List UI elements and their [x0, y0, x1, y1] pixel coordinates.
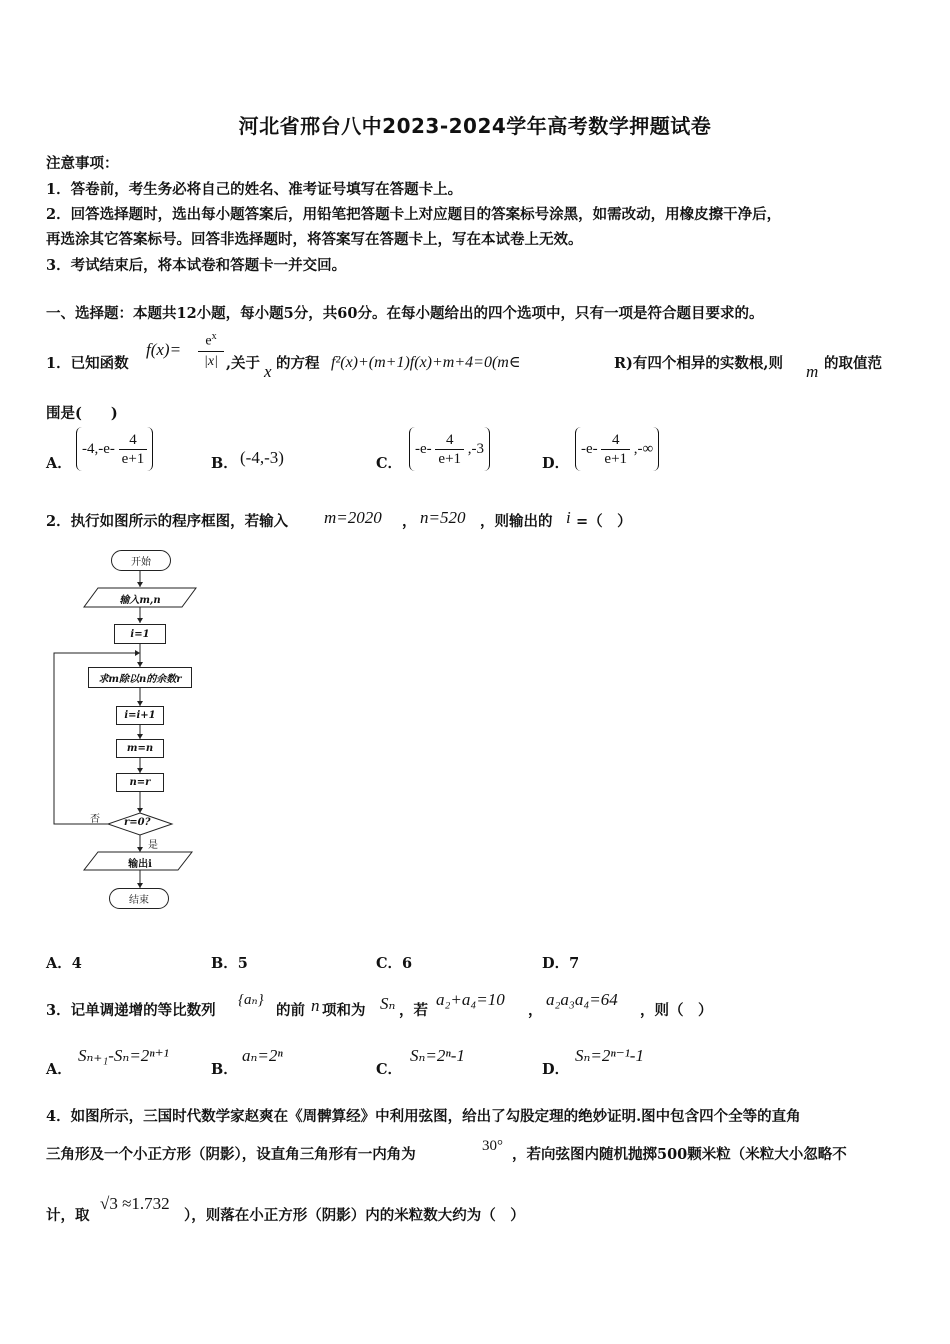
flow-no-label: 否	[90, 814, 100, 825]
q2-end: =（ ）	[576, 513, 632, 530]
q1-option-d-label: D．	[542, 455, 570, 472]
q1-guanyu: ,关于	[226, 355, 261, 372]
q3-Sn: Sₙ	[380, 994, 396, 1013]
q3-option-c-text: Sₙ=2ⁿ-1	[410, 1046, 465, 1065]
q2-option-a-text: 4	[71, 955, 82, 972]
q3-option-a-text: Sₙ₊₁-Sₙ=2ⁿ⁺¹	[78, 1046, 169, 1065]
q3-t2: 项和为	[322, 1002, 366, 1019]
q1-line2: 围是( )	[46, 405, 118, 422]
flow-start: 开始	[111, 550, 171, 571]
q1-option-c-label: C．	[376, 455, 403, 472]
q1-option-d-den: e+1	[604, 451, 628, 468]
q4-line1: 4．如图所示，三国时代数学家赵爽在《周髀算经》中利用弦图，给出了勾股定理的绝妙证明.图中包含四个全等的直角	[46, 1108, 801, 1125]
q2-sep: ，	[402, 513, 417, 530]
q3-option-c-label: C．	[376, 1061, 403, 1078]
q2-option-d-label: D．	[542, 955, 570, 972]
note-3: 3．考试结束后，将本试卷和答题卡一并交回。	[46, 257, 347, 274]
flow-init: i=1	[114, 624, 166, 644]
q1-option-a-num: 4	[119, 431, 148, 450]
q1-option-d-post: ,-∞	[633, 441, 654, 457]
flow-condition: r=0?	[124, 817, 151, 828]
flow-m-equals-n: m=n	[116, 739, 164, 758]
flow-end: 结束	[109, 888, 169, 909]
q3-option-a-label: A．	[46, 1061, 72, 1078]
q1-option-c-num: 4	[435, 431, 464, 450]
q2-i: i	[566, 508, 571, 527]
flow-remainder: 求m除以n的余数r	[88, 667, 192, 688]
q1-fx: f(x)=	[146, 340, 182, 359]
q1-option-c-den: e+1	[438, 451, 462, 468]
section-1-heading: 一、选择题：本题共12小题，每小题5分，共60分。在每小题给出的四个选项中，只有一项是符合题目要求的。	[46, 305, 764, 322]
q4-line3a: 计，取	[46, 1207, 90, 1224]
q3-sequence: {aₙ}	[238, 992, 264, 1008]
note-2a: 2．回答选择题时，选出每小题答案后，用铅笔把答题卡上对应题目的答案标号涂黑，如需改动，用橡皮擦干净后，	[46, 206, 782, 223]
flow-n-equals-r: n=r	[116, 773, 164, 792]
q4-line2a: 三角形及一个小正方形（阴影），设直角三角形有一内角为	[46, 1146, 416, 1163]
q1-option-d-num: 4	[601, 431, 630, 450]
q4-line2b: ，若向弦图内随机抛掷500颗米粒（米粒大小忽略不	[512, 1146, 847, 1163]
q1-option-a-label: A．	[46, 455, 72, 472]
q3-option-d-text: Sₙ=2ⁿ⁻¹-1	[575, 1046, 644, 1065]
q1-option-d-pre: -e-	[581, 441, 598, 457]
q1-equation: f²(x)+(m+1)f(x)+m+4=0(m∈	[331, 354, 521, 371]
flow-output: 输出i	[128, 859, 152, 870]
q1-x: x	[264, 362, 272, 381]
q3-cond1: a₂+a₄=10	[436, 990, 505, 1009]
q3-cond2: a₂a₃a₄=64	[546, 990, 618, 1009]
q2-n: n=520	[420, 508, 466, 527]
q3-n: n	[311, 996, 320, 1015]
note-2b: 再选涂其它答案标号。回答非选择题时，将答案写在答题卡上，写在本试卷上无效。	[46, 231, 583, 248]
q1-prefix: 1．已知函数	[46, 355, 129, 372]
q1-num-sup: x	[211, 331, 217, 342]
q2-option-b-text: 5	[237, 955, 248, 972]
q1-tail: 的取值范	[824, 355, 882, 372]
q1-option-a-den: e+1	[121, 451, 145, 468]
flow-input: 输入m,n	[119, 595, 161, 606]
q1-option-a-pre: -4,-e-	[82, 441, 115, 457]
q3-option-b-label: B．	[211, 1061, 238, 1078]
q2-option-b	[211, 952, 248, 973]
q3-sep: ，	[528, 1002, 543, 1019]
q3-tail: ，则（ ）	[640, 1002, 713, 1019]
q4-line3b: ），则落在小正方形（阴影）内的米粒数大约为（ ）	[184, 1207, 525, 1224]
q4-sqrt: √3 ≈1.732	[100, 1194, 170, 1213]
q2-option-d	[542, 952, 579, 973]
page-title: 河北省邢台八中2023-2024学年高考数学押题试卷	[238, 114, 712, 138]
notes-heading: 注意事项：	[46, 155, 119, 172]
q4-angle: 30°	[482, 1138, 503, 1154]
q3-option-b-text: aₙ=2ⁿ	[242, 1046, 283, 1065]
q3-t3: ，若	[399, 1002, 428, 1019]
q1-eq-label: 的方程	[276, 355, 320, 372]
q1-R: R)有四个相异的实数根,则	[614, 355, 783, 372]
q1-den: |x|	[204, 353, 218, 369]
q3-option-d-label: D．	[542, 1061, 570, 1078]
flow-yes-label: 是	[148, 840, 158, 851]
q1-option-b-text: (-4,-3)	[240, 448, 284, 467]
q2-m: m=2020	[324, 508, 382, 527]
q1-option-c-pre: -e-	[415, 441, 432, 457]
q2-option-d-text: 7	[569, 955, 580, 972]
q2-option-c	[376, 952, 412, 973]
q2-option-a-label: A．	[46, 955, 72, 972]
q2-option-c-text: 6	[402, 955, 413, 972]
q3-prefix: 3．记单调递增的等比数列	[46, 1002, 216, 1019]
q2-option-b-label: B．	[211, 955, 238, 972]
q1-option-b-label: B．	[211, 455, 238, 472]
q3-t1: 的前	[276, 1002, 305, 1019]
note-1: 1．答卷前，考生务必将自己的姓名、准考证号填写在答题卡上。	[46, 181, 463, 198]
q1-m: m	[806, 362, 819, 381]
q1-num: e	[205, 333, 212, 349]
q1-option-c-post: ,-3	[467, 441, 485, 457]
q2-option-a	[46, 952, 82, 973]
q2-option-c-label: C．	[376, 955, 403, 972]
flow-increment: i=i+1	[116, 706, 164, 725]
q2-prefix: 2．执行如图所示的程序框图，若输入	[46, 513, 289, 530]
q2-tail: ，则输出的	[480, 513, 553, 530]
